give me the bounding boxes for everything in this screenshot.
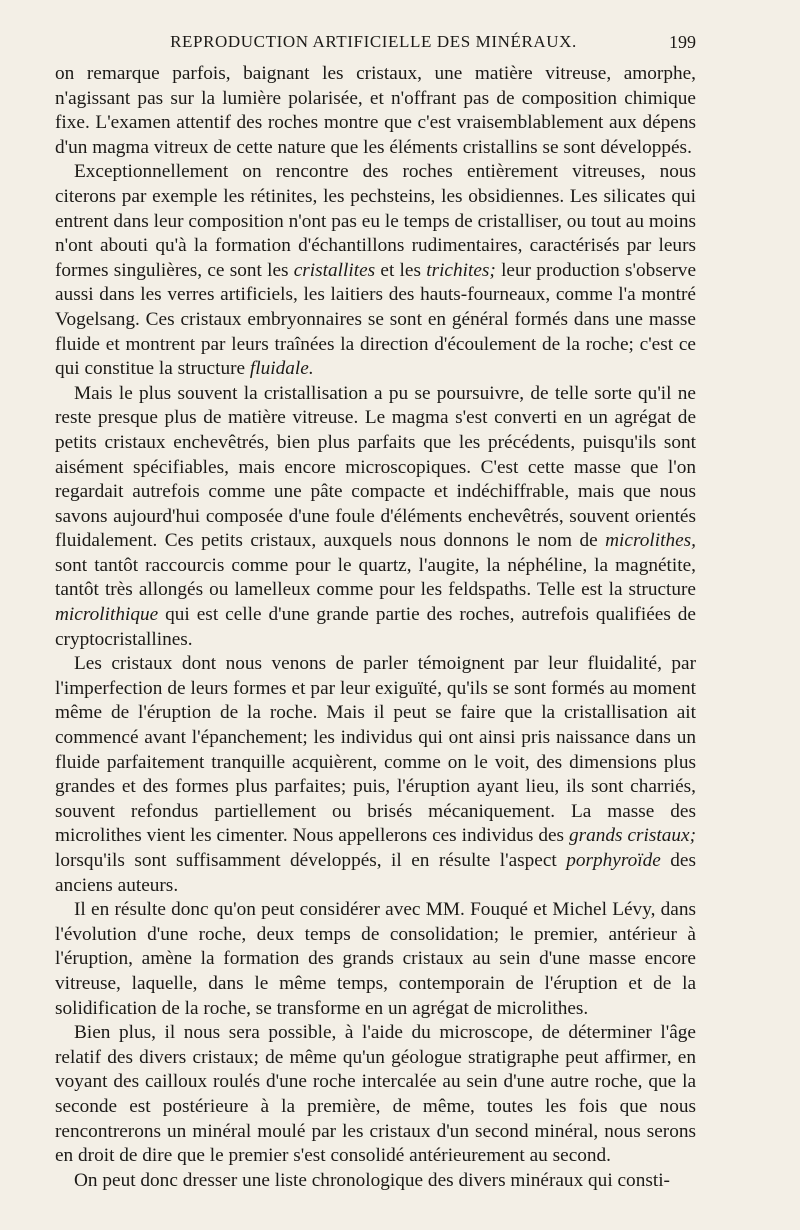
- paragraph: [55, 1021, 696, 1169]
- paragraph: [55, 898, 696, 1021]
- text-run: Bien plus, il nous sera possible, à l'aide du microscope, de déterminer l'âge relatif des divers cristaux; de même qu'un géologue stratigraphe peut affirmer, en voyant des cailloux roulés d'une roche intercalée au sein d'une autre roche, que la seconde est postérieure à la première, de même, toutes les fois que nous rencontrerons un minéral moulé par les cristaux d'un second minéral, nous serons en droit de dire que le premier s'est consolidé antérieurement au second.: [55, 1022, 696, 1167]
- italic-term: porphyroïde: [566, 850, 661, 871]
- paragraph: [55, 160, 696, 381]
- text-run: sont tantôt raccourcis comme pour le quartz, l'augite, la néphéline, la magnétite, tantôt très allongés ou lamelleux comme pour les feldspaths. Telle est la structure: [55, 554, 696, 601]
- text-run: qui est celle d'une grande partie des roches, autrefois qualifiées de cryptocristallines.: [55, 604, 696, 650]
- paragraph: [55, 382, 696, 653]
- text-run: on remarque parfois, baignant les cristaux, une matière vitreuse, amorphe, n'agissant pas sur la lumière polarisée, et n'offrant pas de composition chimique fixe. L'examen attentif des roches montre que c'est vraisemblablement aux dépens d'un magma vitreux de cette nature que les éléments cristallins se sont développés.: [55, 63, 696, 158]
- text-run: Mais le plus souvent la cristallisation a pu se poursuivre, de telle sorte qu'il ne reste presque plus de matière vitreuse. Le magma s'est converti en un agrégat de petits cristaux enchevêtrés, bien plus parfaits que les précédents, puisqu'ils sont aisément spécifiables, mais encore microscopiques. C'est cette masse que l'on regardait autrefois comme une pâte compacte et indéchiffrable, mais que nous savons aujourd'hui composée d'une foule d'éléments enchevêtrés, souvent orientés fluidalement. Ces petits cristaux, auxquels nous donnons le nom de: [55, 382, 696, 552]
- text-run: leur production s'observe aussi dans les verres artificiels, les laitiers des hauts-fourneaux, comme l'a montré Vogelsang. Ces cristaux embryonnaires se sont en général formés dans une masse fluide et montrent par leurs traînées la direction d'écoulement de la roche; c'est ce qui constitue la structure: [55, 259, 696, 380]
- paragraph: [55, 62, 696, 160]
- text-run: On peut donc dresser une liste chronologique des divers minéraux qui consti-: [74, 1169, 670, 1191]
- italic-term: cristallites: [293, 259, 376, 281]
- page-number: 199: [669, 32, 696, 52]
- page-header: [55, 32, 696, 56]
- body-text: [55, 62, 696, 1193]
- italic-term: trichites;: [426, 259, 496, 281]
- italic-term: fluidale.: [249, 358, 314, 380]
- text-run: Les cristaux dont nous venons de parler témoignent par leur fluidalité, par l'imperfection de leurs formes et par leur exiguïté, qu'ils se sont formés au moment même de l'éruption de la roche. Mais il peut se faire que la cristallisation ait commencé avant l'épanchement; les individus qui ont ainsi pris naissance dans un fluide parfaitement tranquille acquièrent, comme on le voit, des dimensions plus grandes et des formes plus parfaites; puis, l'éruption ayant lieu, ils sont charriés, souvent refondus partiellement ou brisés mécaniquement. La masse des microlithes vient les cimenter. Nous appellerons ces individus des: [55, 653, 696, 847]
- text-run: Il en résulte donc qu'on peut considérer avec MM. Fouqué et Michel Lévy, dans l'évolution d'une roche, deux temps de consolidation; le premier, antérieur à l'éruption, amène la formation des grands cristaux au sein d'une masse encore vitreuse, laquelle, dans le même temps, contemporain de l'éruption et de la solidification de la roche, se transforme en un agrégat de microlithes.: [55, 899, 696, 1019]
- text-run: des anciens auteurs.: [55, 850, 696, 896]
- italic-term: microlithique: [55, 604, 159, 626]
- italic-term: grands cristaux;: [568, 825, 696, 847]
- running-title: REPRODUCTION ARTIFICIELLE DES MINÉRAUX.: [170, 32, 577, 51]
- text-run: et les: [375, 259, 427, 281]
- paragraph: [55, 652, 696, 898]
- text-run: Exceptionnellement on rencontre des roches entièrement vitreuses, nous citerons par exemple les rétinites, les pechsteins, les obsidiennes. Les silicates qui entrent dans leur composition n'ont pas eu le temps de cristalliser, ou tout au moins n'ont abouti qu'à la formation d'échantillons rudimentaires, caractérisés par leurs formes singulières, ce sont les: [55, 161, 696, 281]
- paragraph: [55, 1169, 696, 1194]
- text-run: lorsqu'ils sont suffisamment développés, il en résulte l'aspect: [55, 850, 567, 871]
- italic-term: microlithes,: [605, 530, 696, 552]
